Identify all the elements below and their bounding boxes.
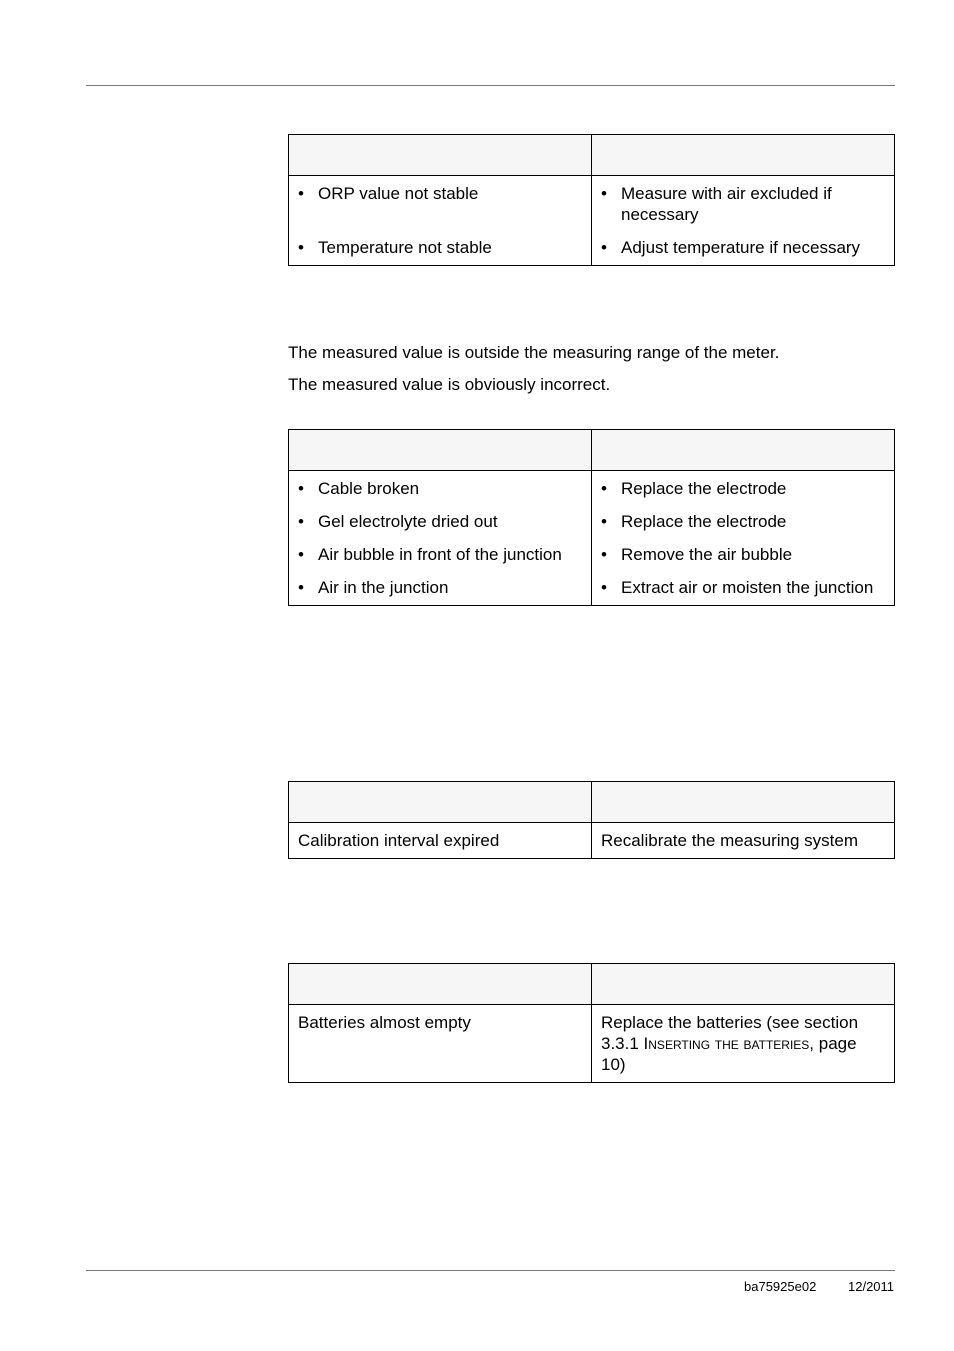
troubleshooting-table-orp-stability xyxy=(288,134,895,266)
header-rule xyxy=(86,85,895,86)
remedy-cell xyxy=(592,823,895,859)
troubleshooting-table-calibration xyxy=(288,781,895,859)
cause-cell xyxy=(289,176,592,266)
remedy-item: • Replace the electrode xyxy=(601,511,885,532)
body-paragraph: The measured value is outside the measuring range of the meter. xyxy=(288,343,780,362)
remedy-text: Recalibrate the measuring system xyxy=(601,831,859,850)
cause-item: • Cable broken xyxy=(298,478,582,499)
remedy-cell xyxy=(592,176,895,266)
remedy-text xyxy=(601,1012,885,1075)
cause-item: • ORP value not stable xyxy=(298,183,582,204)
cause-cell xyxy=(289,471,592,606)
cause-item: • Temperature not stable xyxy=(298,237,582,258)
remedy-cell xyxy=(592,471,895,606)
cause-item: • Air in the junction xyxy=(298,577,582,598)
troubleshooting-table-batteries xyxy=(288,963,895,1083)
cause-item: • Air bubble in front of the junction xyxy=(298,544,582,565)
section-reference-link: Inserting the batteries xyxy=(643,1034,810,1053)
remedy-text-suffix: , page 10) xyxy=(601,1034,857,1074)
remedy-item: • Measure with air excluded if necessary xyxy=(601,183,885,225)
cause-header xyxy=(289,964,592,1005)
cause-item: • Gel electrolyte dried out xyxy=(298,511,582,532)
footer-rule xyxy=(86,1270,895,1271)
remedy-header xyxy=(592,964,895,1005)
remedy-header xyxy=(592,782,895,823)
cause-cell xyxy=(289,1005,592,1083)
cause-text: Calibration interval expired xyxy=(298,831,500,850)
cause-header xyxy=(289,135,592,176)
remedy-cell xyxy=(592,1005,895,1083)
remedy-item: • Replace the electrode xyxy=(601,478,885,499)
cause-text: Batteries almost empty xyxy=(298,1013,471,1032)
remedy-text-prefix: Replace the batteries (see section 3.3.1 xyxy=(601,1013,859,1053)
footer-date: 12/2011 xyxy=(848,1279,895,1294)
remedy-item: • Adjust temperature if necessary xyxy=(601,237,885,258)
remedy-item: • Remove the air bubble xyxy=(601,544,885,565)
remedy-header xyxy=(592,135,895,176)
remedy-header xyxy=(592,430,895,471)
footer-doc-id: ba75925e02 xyxy=(744,1279,817,1294)
cause-header xyxy=(289,782,592,823)
troubleshooting-table-incorrect-value xyxy=(288,429,895,606)
body-paragraph: The measured value is obviously incorrect. xyxy=(288,375,611,394)
remedy-item: • Extract air or moisten the junction xyxy=(601,577,885,598)
cause-cell xyxy=(289,823,592,859)
cause-header xyxy=(289,430,592,471)
